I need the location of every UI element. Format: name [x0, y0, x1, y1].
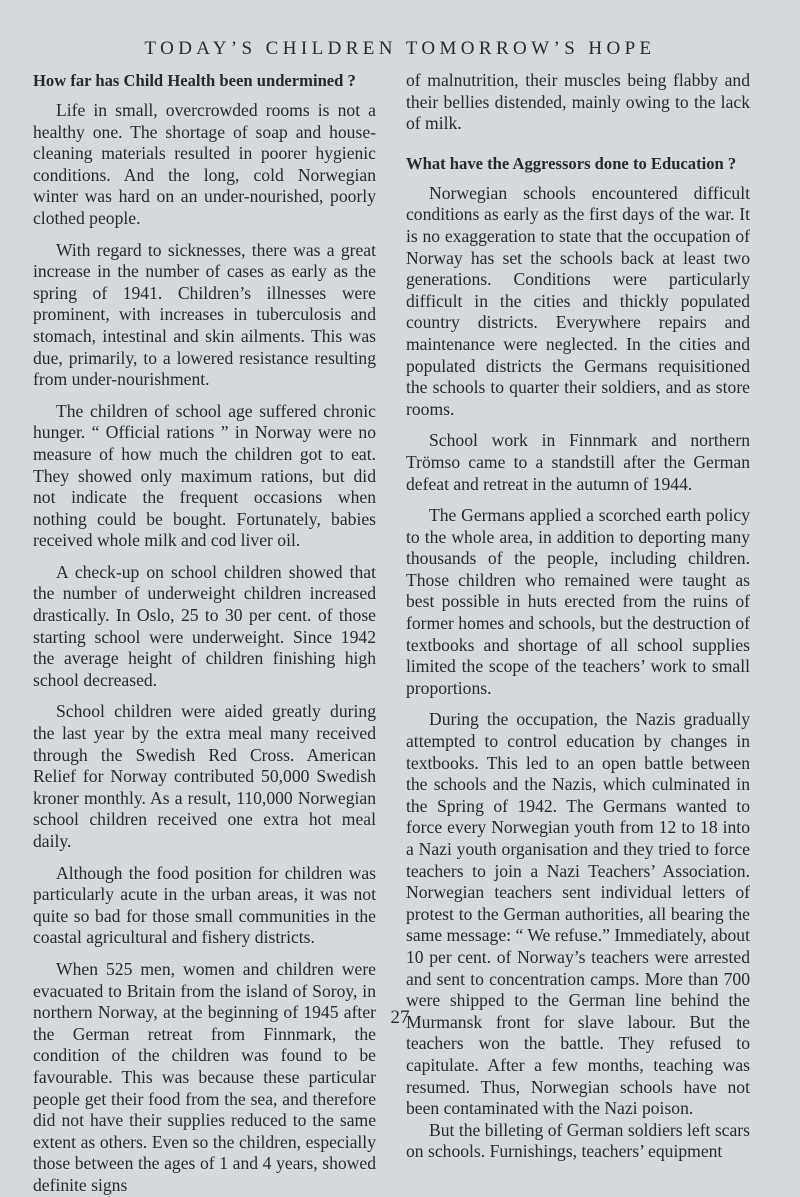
paragraph: School children were aided greatly during the last year by the extra meal many received through the Swedish Red Cross. American Relief for Norway contributed 50,000 Swedish kroner monthly. As a result, 110,000 Norwegian school children received one extra hot meal daily.	[33, 701, 376, 851]
right-column	[406, 70, 750, 1163]
paragraph: The Germans applied a scorched earth policy to the whole area, in addition to deporting many thousands of the people, including children. Those children who remained were taught as best possible in huts erected from the ruins of former homes and schools, but the destruction of textbooks and shortage of all school supplies limited the scope of the teachers’ work to small proportions.	[406, 505, 750, 698]
section-heading-child-health: How far has Child Health been undermined ?	[33, 71, 356, 90]
paragraph: A check-up on school children showed that the number of underweight children increased drastically. In Oslo, 25 to 30 per cent. of those starting school were underweight. Since 1942 the average height of children finishing high school decreased.	[33, 561, 376, 690]
section-heading-education: What have the Aggressors done to Education ?	[406, 153, 737, 173]
paragraph: But the billeting of German soldiers left scars on schools. Furnishings, teachers’ equipment	[406, 1119, 751, 1162]
paragraph: The children of school age suffered chronic hunger. “ Official rations ” in Norway were no measure of how much the children got to eat. They showed only maximum rations, but did not indicate the frequent occasions when nothing could be bought. Fortunately, babies received whole milk and cod liver oil.	[33, 400, 376, 551]
page-number: 27	[390, 1007, 410, 1028]
paragraph: School work in Finnmark and northern Trömso came to a standstill after the German defeat and retreat in the autumn of 1944.	[406, 430, 750, 494]
paragraph-continuation: of malnutrition, their muscles being flabby and their bellies distended, mainly owing to the lack of milk.	[406, 70, 750, 134]
running-header: TODAY’S CHILDREN TOMORROW’S HOPE	[144, 38, 656, 59]
paragraph: Life in small, overcrowded rooms is not a healthy one. The shortage of soap and house-cleaning materials resulted in poorer hygienic conditions. And the long, cold Norwegian winter was hard on an under-nourished, poorly clothed people.	[33, 100, 376, 228]
paragraph: Norwegian schools encountered difficult conditions as early as the first days of the war. It is no exaggeration to state that the occupation of Norway has set the schools back at least two generations. Conditions were particularly difficult in the cities and thickly populated country districts. Everywhere repairs and maintenance were neglected. In the cities and populated districts the Germans requisitioned the schools to quarter their soldiers, and as store rooms.	[406, 182, 750, 419]
paragraph: During the occupation, the Nazis gradually attempted to control education by changes in textbooks. This led to an open battle between the schools and the Nazis, which culminated in the Spring of 1942. The Germans wanted to force every Norwegian youth from 12 to 18 into a Nazi youth organisation and they tried to force teachers to join a Nazi Teachers’ Association. Norwegian teachers sent individual letters of protest to the German authorities, all bearing the same message: “ We refuse.” Immediately, about 10 per cent. of Norway’s teachers were arrested and sent to concentration camps. More than 700 were shipped to the German line behind the Murmansk front for slave labour. But the teachers won the battle. They refused to capitulate. After a few months, teaching was resumed. Thus, Norwegian schools have not been contaminated with the Nazi poison.	[406, 709, 750, 1119]
paragraph: Although the food position for children was particularly acute in the urban areas, it was not quite so bad for those small communities in the coastal agricultural and fishery districts.	[33, 862, 376, 948]
paragraph: With regard to sicknesses, there was a great increase in the number of cases as early as the spring of 1941. Children’s illnesses were prominent, with increases in tuberculosis and stomach, intestinal and skin ailments. This was due, primarily, to a lowered resistance resulting from under-nourishment.	[33, 239, 376, 390]
paragraph: When 525 men, women and children were evacuated to Britain from the island of Soroy, in northern Norway, at the beginning of 1945 after the German retreat from Finnmark, the condition of the children was found to be favourable. This was because these particular people get their food from the sea, and therefore did not have their supplies reduced to the same extent as others. Even so the children, especially those between the ages of 1 and 4 years, showed definite signs	[33, 958, 376, 1195]
